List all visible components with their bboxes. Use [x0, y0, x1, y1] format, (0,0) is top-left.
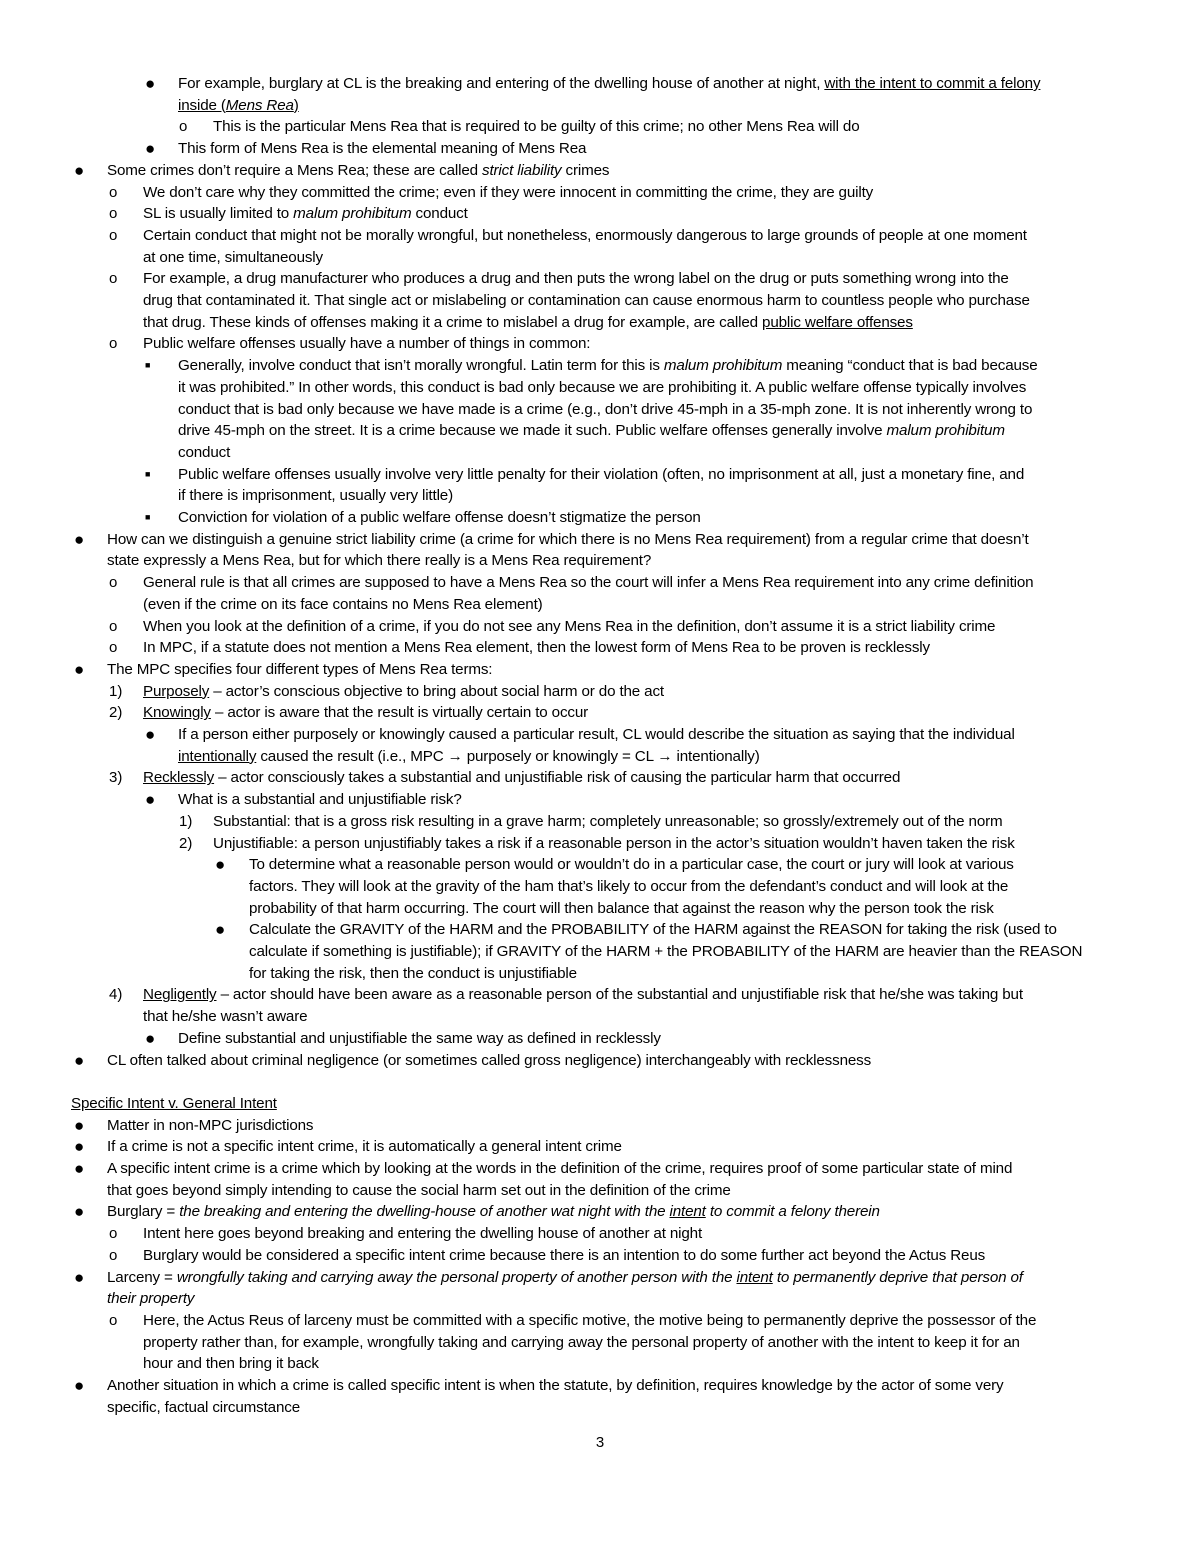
text-run: state expressly a Mens Rea, but for which there really is a Mens Rea requirement?: [107, 552, 652, 570]
text-run: Specific Intent v. General Intent: [71, 1094, 277, 1112]
text-line: [178, 485, 453, 507]
text-run: If a person either purposely or knowingly caused a particular result, CL would describe the situation as saying that the individual: [178, 726, 1015, 743]
text-line: [178, 420, 1005, 442]
text-run: If a crime is not a specific intent crime, it is automatically a general intent crime: [107, 1138, 622, 1156]
text-line: [143, 333, 590, 355]
text-run: – actor consciously takes a substantial and unjustifiable risk of causing the particular harm that occurred: [214, 769, 901, 787]
text-run: ): [293, 96, 299, 114]
text-run: conduct: [178, 443, 231, 461]
text-run: Public welfare offenses usually have a number of things in common:: [143, 335, 591, 353]
text-run: factors. They will look at the gravity of the ham that’s likely to occur from the defendant’s conduct and will look at the: [249, 877, 1009, 895]
bullet-icon: ●: [145, 74, 156, 93]
text-run: This is the particular Mens Rea that is required to be guilty of this crime; no other Mens Rea will do: [213, 118, 860, 136]
text-line: [178, 73, 1040, 95]
text-line: [178, 1028, 661, 1050]
text-run: drug that contaminated it. That single act or mislabeling or contamination can cause enormous harm to countless people who purchase: [143, 292, 1030, 309]
text-run: Recklessly: [143, 769, 215, 787]
text-run: The MPC specifies four different types of Mens Rea terms:: [107, 660, 493, 678]
text-run: Conviction for violation of a public welfare offense doesn’t stigmatize the person: [178, 509, 701, 526]
text-run: that drug. These kinds of offenses making it a crime to mislabel a drug for example, are called: [143, 313, 763, 331]
text-line: [143, 702, 588, 724]
text-line: [178, 789, 462, 811]
circle-bullet-marker: o: [109, 617, 118, 635]
bullet-icon: ●: [74, 1115, 85, 1135]
text-run: intent: [736, 1268, 773, 1286]
text-line: [143, 1006, 307, 1028]
text-run: Define substantial and unjustifiable the same way as defined in recklessly: [178, 1029, 661, 1047]
text-run: malum prohibitum: [293, 205, 412, 223]
text-run: the breaking and entering the dwelling-house of another wat night with the: [179, 1203, 670, 1221]
bullet-icon: ●: [74, 1267, 85, 1287]
text-run: In MPC, if a statute does not mention a Mens Rea element, then the lowest form of Mens Rea to be proven is recklessly: [143, 639, 930, 657]
text-line: [143, 767, 900, 789]
text-run: What is a substantial and unjustifiable risk?: [178, 791, 462, 809]
text-run: – actor is aware that the result is virtually certain to occur: [210, 704, 589, 722]
text-run: Some crimes don’t require a Mens Rea; these are called: [107, 161, 482, 179]
number-marker: 2): [179, 834, 193, 852]
text-line: [143, 182, 873, 204]
bullet-icon: ●: [74, 1202, 85, 1222]
text-run: Larceny =: [107, 1268, 177, 1286]
square-bullet-icon: ■: [145, 360, 151, 371]
text-line: [143, 616, 995, 638]
bullet-icon: ●: [74, 1376, 85, 1395]
text-line: [178, 355, 1038, 377]
text-line: [143, 594, 543, 616]
text-run: General rule is that all crimes are supposed to have a Mens Rea so the court will infer a Mens Rea requirement into any crime definition: [143, 574, 1034, 592]
bullet-icon: ●: [74, 529, 85, 549]
text-run: (even if the crime on its face contains no Mens Rea element): [143, 595, 543, 613]
bullet-icon: ●: [74, 160, 85, 180]
circle-bullet-marker: o: [179, 118, 188, 136]
text-run: Negligently: [143, 986, 217, 1004]
text-run: Knowingly: [143, 704, 211, 722]
text-line: [107, 529, 1029, 551]
text-run: Purposely: [143, 682, 210, 700]
text-line: [107, 1375, 1003, 1397]
text-line: [143, 268, 1009, 290]
text-line: [178, 442, 230, 464]
text-run: conduct that is bad only because we have made is a crime (e.g., don’t drive 45-mph in a 35-mph zone. It is not inherently wrong to: [178, 400, 1033, 418]
circle-bullet-marker: o: [109, 574, 118, 592]
text-run: Unjustifiable: a person unjustifiably takes a risk if a reasonable person in the actor’s situation wouldn’t haven taken the risk: [213, 834, 1015, 852]
circle-bullet-marker: o: [109, 205, 118, 223]
text-run: hour and then bring it back: [143, 1355, 319, 1373]
text-run: A specific intent crime is a crime which by looking at the words in the definition of the crime, requires proof of some particular state of mind: [107, 1160, 1013, 1177]
text-run: Public welfare offenses usually involve very little penalty for their violation (often, no imprisonment at all, just a monetary fine, and: [178, 465, 1025, 483]
text-line: [107, 1180, 731, 1202]
text-run: When you look at the definition of a crime, if you do not see any Mens Rea in the definition, don’t assume it is a strict liability crime: [143, 617, 996, 635]
text-run: to commit a felony therein: [705, 1203, 880, 1221]
text-run: if there is imprisonment, usually very little): [178, 487, 454, 505]
text-line: [143, 247, 323, 269]
text-run: conduct: [411, 205, 468, 223]
square-bullet-icon: ■: [145, 512, 151, 522]
text-run: calculate if something is justifiable); if GRAVITY of the HARM + the PROBABILITY of the HARM are heavier than the REASON: [249, 943, 1083, 960]
text-line: [178, 95, 299, 117]
text-run: that goes beyond simply intending to cause the social harm set out in the definition of the crime: [107, 1181, 731, 1199]
text-line: [249, 876, 1008, 898]
circle-bullet-marker: o: [109, 226, 118, 244]
bullet-icon: ●: [74, 659, 85, 679]
circle-bullet-marker: o: [109, 1225, 118, 1243]
text-line: [107, 1397, 300, 1419]
text-line: [249, 854, 1014, 876]
text-run: To determine what a reasonable person would or wouldn’t do in a particular case, the court or jury will look at various: [249, 856, 1014, 874]
bullet-icon: ●: [145, 725, 156, 744]
text-run: crimes: [561, 161, 610, 179]
bullet-icon: ●: [74, 1137, 85, 1157]
text-run: specific, factual circumstance: [107, 1398, 301, 1416]
text-line: [249, 898, 994, 920]
circle-bullet-marker: o: [109, 335, 118, 353]
text-run: We don’t care why they committed the crime; even if they were innocent in committing the crime, they are guilty: [143, 183, 874, 201]
text-line: [107, 1136, 622, 1158]
text-line: [107, 1267, 1023, 1289]
text-run: inside (: [178, 96, 226, 114]
text-line: [143, 312, 913, 334]
text-line: [178, 507, 701, 529]
text-line: [107, 659, 492, 681]
text-line: [107, 1288, 194, 1310]
text-run: intent: [669, 1203, 706, 1221]
text-run: This form of Mens Rea is the elemental meaning of Mens Rea: [178, 140, 587, 158]
text-run: property rather than, for example, wrongfully taking and carrying away the personal property of another with the intent to keep it for an: [143, 1333, 1020, 1351]
number-marker: 1): [179, 812, 193, 830]
text-run: malum prohibitum: [663, 357, 783, 375]
text-line: [249, 919, 1057, 941]
text-run: – actor’s conscious objective to bring about social harm or do the act: [209, 682, 664, 700]
number-marker: 4): [109, 986, 123, 1004]
text-line: [249, 963, 577, 985]
text-run: public welfare offenses: [762, 313, 913, 331]
text-line: [143, 984, 1023, 1006]
text-run: malum prohibitum: [886, 422, 1005, 440]
bullet-icon: ●: [145, 790, 156, 810]
bullet-icon: ●: [215, 920, 226, 940]
bullet-icon: ●: [145, 1028, 156, 1048]
text-run: Matter in non-MPC jurisdictions: [107, 1116, 314, 1134]
text-run: Substantial: that is a gross risk resulting in a grave harm; completely unreasonable; so grossly/extremely out of the norm: [213, 812, 1003, 830]
text-run: SL is usually limited to: [143, 205, 294, 223]
number-marker: 3): [109, 769, 123, 787]
text-line: [213, 116, 860, 138]
circle-bullet-marker: o: [109, 270, 118, 288]
text-run: How can we distinguish a genuine strict liability crime (a crime for which there is no Mens Rea requirement) from a regular crime that doesn’t: [107, 530, 1029, 548]
text-line: [107, 1201, 880, 1223]
text-run: Intent here goes beyond breaking and entering the dwelling house of another at night: [143, 1225, 703, 1243]
text-line: [178, 399, 1032, 421]
text-line: [178, 464, 1024, 486]
text-run: Generally, involve conduct that isn’t morally wrongful. Latin term for this is: [178, 357, 664, 375]
bullet-icon: ●: [74, 1159, 85, 1178]
text-run: for taking the risk, then the conduct is unjustifiable: [249, 964, 577, 982]
text-line: [143, 203, 468, 225]
bullet-icon: ●: [74, 1050, 85, 1070]
text-line: [107, 550, 651, 572]
text-line: [143, 681, 664, 703]
text-run: Certain conduct that might not be morally wrongful, but nonetheless, enormously dangerous to large grounds of people at one moment: [143, 226, 1027, 244]
text-line: [213, 811, 1003, 833]
text-run: strict liability: [482, 161, 562, 179]
text-line: [143, 572, 1033, 594]
circle-bullet-marker: o: [109, 183, 118, 201]
number-marker: 1): [109, 682, 123, 700]
text-line: [143, 1332, 1020, 1354]
text-line: [178, 377, 1026, 399]
text-line: [143, 1245, 985, 1267]
text-run: wrongfully taking and carrying away the personal property of another person with the: [176, 1268, 737, 1286]
text-run: Burglary would be considered a specific intent crime because there is an intention to do some further act beyond the Actus Reus: [143, 1246, 986, 1264]
bullet-icon: ●: [145, 139, 156, 159]
text-run: meaning “conduct that is bad because: [782, 357, 1038, 375]
text-line: [178, 138, 586, 160]
page-number: 3: [595, 1434, 605, 1451]
text-run: For example, a drug manufacturer who produces a drug and then puts the wrong label on the drug or puts something wrong into the: [143, 270, 1009, 288]
text-run: at one time, simultaneously: [143, 248, 323, 266]
text-run: CL often talked about criminal negligence (or sometimes called gross negligence) interchangeably with recklessness: [107, 1051, 872, 1069]
text-line: [107, 1115, 313, 1137]
circle-bullet-marker: o: [109, 639, 118, 657]
text-run: their property: [107, 1290, 195, 1308]
text-line: [178, 746, 760, 768]
text-line: [249, 941, 1082, 963]
bullet-icon: ●: [215, 855, 226, 875]
text-line: [143, 290, 1030, 312]
text-run: intentionally: [178, 747, 257, 765]
text-run: Burglary =: [107, 1203, 180, 1221]
text-run: that he/she wasn’t aware: [143, 1008, 308, 1026]
text-line: [107, 160, 609, 182]
text-run: with the intent to commit a felony: [824, 75, 1041, 92]
text-run: For example, burglary at CL is the breaking and entering of the dwelling house of another at night,: [178, 75, 825, 92]
text-run: drive 45-mph on the street. It is a crime because we made it such. Public welfare offenses generally involve: [178, 422, 887, 440]
text-line: [143, 1223, 702, 1245]
text-line: [143, 225, 1027, 247]
text-line: [107, 1158, 1012, 1180]
text-run: Calculate the GRAVITY of the HARM and the PROBABILITY of the HARM against the REASON for taking the risk (used to: [249, 921, 1057, 939]
text-line: [178, 724, 1015, 746]
section-heading: [71, 1093, 277, 1115]
text-line: [143, 1353, 319, 1375]
text-run: probability of that harm occurring. The court will then balance that against the reason why the person took the risk: [249, 899, 994, 917]
text-line: [143, 637, 930, 659]
text-run: Here, the Actus Reus of larceny must be committed with a specific motive, the motive being to permanently deprive the possessor of the: [143, 1311, 1037, 1329]
number-marker: 2): [109, 704, 123, 722]
text-run: caused the result (i.e., MPC → purposely or knowingly = CL → intentionally): [256, 747, 760, 765]
text-run: – actor should have been aware as a reasonable person of the substantial and unjustifiable risk that he/she was taking but: [216, 986, 1023, 1004]
circle-bullet-marker: o: [109, 1246, 118, 1264]
text-run: it was prohibited.” In other words, this conduct is bad only because we are prohibiting it. A public welfare offense typically involves: [178, 378, 1027, 396]
text-run: Another situation in which a crime is called specific intent is when the statute, by definition, requires knowledge by the actor of some very: [107, 1377, 1004, 1394]
text-line: [213, 833, 1015, 855]
text-line: [143, 1310, 1036, 1332]
text-run: to permanently deprive that person of: [772, 1268, 1023, 1286]
text-run: Mens Rea: [225, 96, 294, 114]
text-line: [107, 1050, 871, 1072]
square-bullet-icon: ■: [145, 468, 151, 479]
circle-bullet-marker: o: [109, 1311, 118, 1329]
